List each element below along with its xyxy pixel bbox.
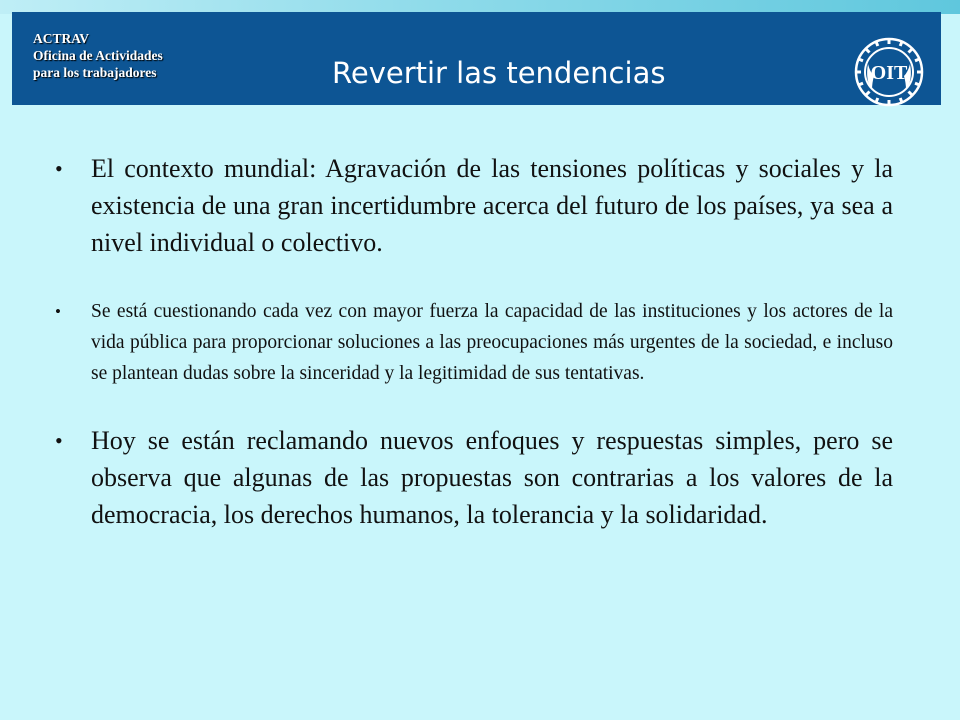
bullet-item (55, 422, 893, 533)
org-name (33, 30, 163, 81)
bullet-dot: • (55, 156, 63, 181)
bullet-text: El contexto mundial: Agravación de las tensiones políticas y sociales y la existencia de una gran incertidumbre acerca del futuro de los países, ya sea a nivel individual o colectivo. (91, 154, 893, 257)
bullet-text: Se está cuestionando cada vez con mayor fuerza la capacidad de las instituciones y los actores de la vida pública para proporcionar soluciones a las preocupaciones más urgentes de la sociedad, e incluso se plantean dudas sobre la sinceridad y la legitimidad de sus tentativas. (91, 301, 893, 384)
bullet-text: Hoy se están reclamando nuevos enfoques y respuestas simples, pero se observa que algunas de las propuestas son contrarias a los valores de la democracia, los derechos humanos, la tolerancia y la solidaridad. (91, 426, 893, 529)
slide-body (55, 150, 893, 533)
bullet-dot: • (55, 302, 61, 321)
bullet-item (55, 296, 893, 389)
bullet-item (55, 150, 893, 261)
org-line-acronym: ACTRAV (33, 31, 90, 46)
oit-logo-text: OIT (870, 62, 908, 84)
slide-header (12, 12, 941, 105)
oit-logo-icon (850, 36, 928, 108)
bullet-dot: • (55, 428, 63, 453)
org-line-scope: para los trabajadores (33, 65, 157, 80)
org-line-name: Oficina de Actividades (33, 48, 163, 63)
slide-title: Revertir las tendencias (332, 56, 666, 90)
